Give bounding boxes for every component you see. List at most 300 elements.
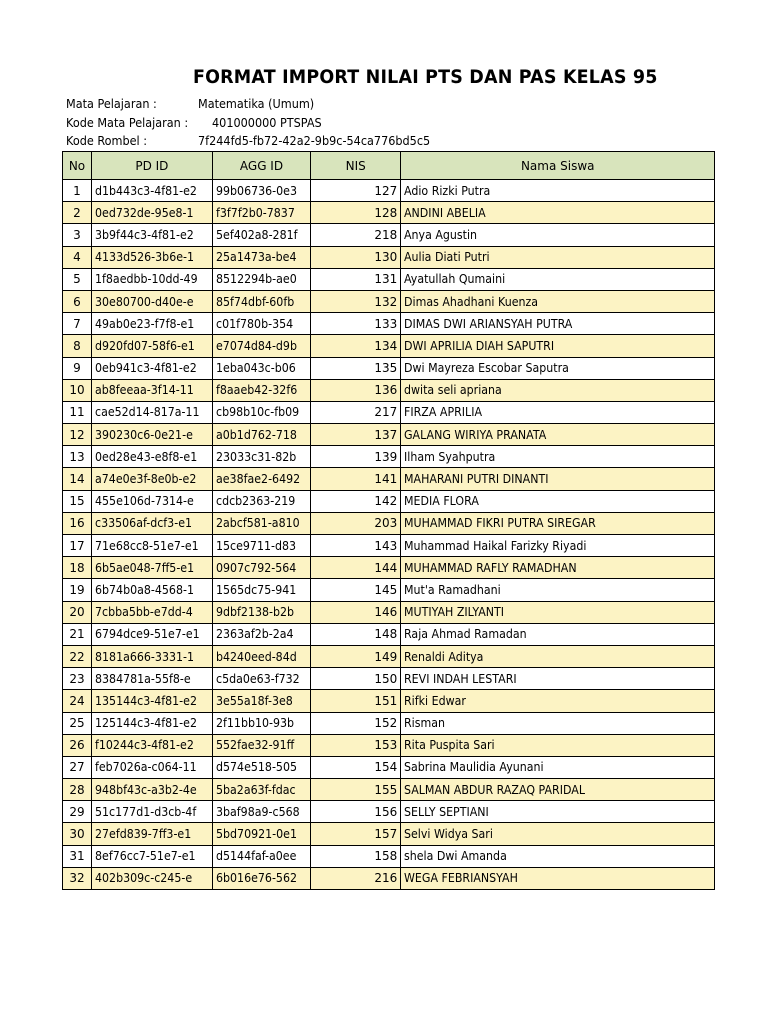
cell-pd-id-text: 402b309c-c245-e xyxy=(95,871,193,886)
cell-pd-id xyxy=(92,379,213,401)
cell-nama-siswa xyxy=(401,401,715,423)
cell-pd-id-text: 8181a666-3331-1 xyxy=(95,649,195,664)
cell-nis xyxy=(311,823,401,845)
cell-nis xyxy=(311,180,401,202)
table-row xyxy=(63,845,715,867)
cell-nis-text: 149 xyxy=(374,649,398,664)
cell-nis xyxy=(311,867,401,889)
cell-agg-id-text: 25a1473a-be4 xyxy=(215,250,297,265)
cell-agg-id-text: b4240eed-84d xyxy=(215,649,297,664)
cell-nama-siswa-text: Aulia Diati Putri xyxy=(404,250,490,265)
cell-pd-id xyxy=(92,180,213,202)
cell-pd-id-text: 0eb941c3-4f81-e2 xyxy=(95,361,197,376)
cell-nis-text: 216 xyxy=(374,871,398,886)
cell-nis xyxy=(311,468,401,490)
cell-pd-id-text: ab8feeaa-3f14-11 xyxy=(95,383,194,398)
cell-agg-id xyxy=(212,601,310,623)
cell-pd-id-text: 455e106d-7314-e xyxy=(95,494,194,509)
cell-no xyxy=(63,268,92,290)
cell-nama-siswa xyxy=(401,490,715,512)
cell-nis xyxy=(311,712,401,734)
cell-agg-id xyxy=(212,379,310,401)
cell-no-text: 22 xyxy=(69,649,85,664)
cell-nis xyxy=(311,401,401,423)
cell-nis-text: 132 xyxy=(374,294,398,309)
cell-nis xyxy=(311,756,401,778)
cell-nis xyxy=(311,623,401,645)
table-row xyxy=(63,690,715,712)
cell-agg-id xyxy=(212,779,310,801)
cell-pd-id xyxy=(92,468,213,490)
table-row xyxy=(63,512,715,534)
cell-nis-text: 141 xyxy=(374,472,398,487)
cell-no xyxy=(63,690,92,712)
cell-nis xyxy=(311,690,401,712)
cell-pd-id-text: 51c177d1-d3cb-4f xyxy=(95,804,197,819)
cell-nis xyxy=(311,335,401,357)
cell-agg-id xyxy=(212,823,310,845)
table-header-row xyxy=(63,152,715,180)
cell-agg-id-text: 552fae32-91ff xyxy=(215,738,294,753)
cell-agg-id xyxy=(212,290,310,312)
cell-agg-id xyxy=(212,180,310,202)
cell-no xyxy=(63,579,92,601)
cell-nama-siswa xyxy=(401,357,715,379)
cell-pd-id xyxy=(92,756,213,778)
table-row xyxy=(63,313,715,335)
cell-nis-text: 203 xyxy=(374,516,398,531)
cell-nama-siswa-text: Rita Puspita Sari xyxy=(404,738,495,753)
cell-no xyxy=(63,623,92,645)
cell-no xyxy=(63,512,92,534)
header-pd-id: PD ID xyxy=(92,152,213,180)
cell-nama-siswa xyxy=(401,779,715,801)
cell-nis xyxy=(311,379,401,401)
cell-no-text: 24 xyxy=(69,693,85,708)
cell-agg-id-text: 3baf98a9-c568 xyxy=(215,804,300,819)
cell-nama-siswa-text: REVI INDAH LESTARI xyxy=(404,671,517,686)
cell-agg-id-text: 5ba2a63f-fdac xyxy=(215,782,296,797)
cell-nama-siswa xyxy=(401,224,715,246)
cell-nama-siswa xyxy=(401,845,715,867)
table-row xyxy=(63,424,715,446)
cell-no xyxy=(63,246,92,268)
cell-agg-id-text: 15ce9711-d83 xyxy=(215,538,296,553)
cell-agg-id xyxy=(212,845,310,867)
cell-no-text: 25 xyxy=(69,716,85,731)
cell-no-text: 28 xyxy=(69,782,85,797)
cell-nama-siswa xyxy=(401,446,715,468)
cell-nama-siswa-text: Sabrina Maulidia Ayunani xyxy=(404,760,544,775)
cell-agg-id-text: cdcb2363-219 xyxy=(215,494,296,509)
cell-no xyxy=(63,557,92,579)
cell-agg-id-text: 5bd70921-0e1 xyxy=(215,827,297,842)
cell-no-text: 26 xyxy=(69,738,85,753)
cell-agg-id-text: 1565dc75-941 xyxy=(215,582,297,597)
table-row xyxy=(63,180,715,202)
cell-no-text: 21 xyxy=(69,627,85,642)
cell-agg-id xyxy=(212,202,310,224)
cell-pd-id xyxy=(92,823,213,845)
cell-nama-siswa xyxy=(401,180,715,202)
cell-nis-text: 153 xyxy=(374,738,398,753)
cell-pd-id xyxy=(92,668,213,690)
cell-no-text: 12 xyxy=(69,427,85,442)
cell-agg-id-text: 99b06736-0e3 xyxy=(215,183,297,198)
cell-nama-siswa xyxy=(401,313,715,335)
cell-pd-id-text: 0ed28e43-e8f8-e1 xyxy=(95,449,198,464)
cell-pd-id-text: c33506af-dcf3-e1 xyxy=(95,516,193,531)
cell-nis-text: 136 xyxy=(374,383,398,398)
table-row xyxy=(63,357,715,379)
cell-no xyxy=(63,446,92,468)
cell-nama-siswa xyxy=(401,601,715,623)
cell-pd-id-text: 27efd839-7ff3-e1 xyxy=(95,827,192,842)
table-row xyxy=(63,224,715,246)
cell-pd-id-text: 1f8aedbb-10dd-49 xyxy=(95,272,198,287)
cell-agg-id-text: 8512294b-ae0 xyxy=(215,272,297,287)
cell-nama-siswa-text: DWI APRILIA DIAH SAPUTRI xyxy=(404,338,555,353)
cell-nama-siswa xyxy=(401,579,715,601)
cell-nama-siswa xyxy=(401,734,715,756)
cell-nis xyxy=(311,645,401,667)
cell-agg-id-text: 1eba043c-b06 xyxy=(215,361,296,376)
cell-nama-siswa-text: MEDIA FLORA xyxy=(404,494,480,509)
cell-pd-id xyxy=(92,579,213,601)
header-nis: NIS xyxy=(311,152,401,180)
cell-agg-id-text: c01f780b-354 xyxy=(215,316,293,331)
cell-no xyxy=(63,801,92,823)
cell-pd-id xyxy=(92,867,213,889)
cell-pd-id xyxy=(92,779,213,801)
cell-no xyxy=(63,401,92,423)
cell-no-text: 9 xyxy=(73,361,81,376)
cell-nama-siswa-text: MUHAMMAD RAFLY RAMADHAN xyxy=(404,560,577,575)
cell-pd-id xyxy=(92,224,213,246)
cell-agg-id xyxy=(212,734,310,756)
cell-nama-siswa-text: DIMAS DWI ARIANSYAH PUTRA xyxy=(404,316,573,331)
cell-nama-siswa-text: SALMAN ABDUR RAZAQ PARIDAL xyxy=(404,782,586,797)
table-row xyxy=(63,335,715,357)
kode-mapel-value: 401000000 PTSPAS xyxy=(212,115,322,130)
cell-nis-text: 142 xyxy=(374,494,398,509)
cell-no-text: 3 xyxy=(73,227,81,242)
cell-nama-siswa-text: Mut'a Ramadhani xyxy=(404,582,501,597)
cell-nis xyxy=(311,490,401,512)
table-row xyxy=(63,490,715,512)
cell-no xyxy=(63,490,92,512)
mapel-label: Mata Pelajaran : xyxy=(66,96,157,111)
cell-agg-id xyxy=(212,801,310,823)
table-row xyxy=(63,202,715,224)
cell-no-text: 20 xyxy=(69,605,85,620)
mapel-value: Matematika (Umum) xyxy=(198,96,315,111)
cell-no-text: 4 xyxy=(73,250,81,265)
cell-no xyxy=(63,180,92,202)
kode-mapel-label: Kode Mata Pelajaran : xyxy=(66,115,189,130)
cell-nama-siswa xyxy=(401,512,715,534)
cell-pd-id xyxy=(92,512,213,534)
cell-nis-text: 127 xyxy=(374,183,398,198)
header-no: No xyxy=(63,152,92,180)
cell-no-text: 29 xyxy=(69,804,85,819)
cell-nis xyxy=(311,313,401,335)
cell-pd-id-text: 6794dce9-51e7-e1 xyxy=(95,627,200,642)
cell-agg-id-text: ae38fae2-6492 xyxy=(215,472,300,487)
cell-no-text: 32 xyxy=(69,871,85,886)
cell-nama-siswa-text: FIRZA APRILIA xyxy=(404,405,483,420)
table-row xyxy=(63,867,715,889)
cell-no xyxy=(63,379,92,401)
table-row xyxy=(63,379,715,401)
cell-agg-id-text: 2f11bb10-93b xyxy=(215,716,294,731)
cell-pd-id xyxy=(92,535,213,557)
cell-no-text: 31 xyxy=(69,849,85,864)
cell-agg-id-text: 6b016e76-562 xyxy=(215,871,297,886)
cell-nis-text: 152 xyxy=(374,716,398,731)
cell-nis-text: 155 xyxy=(374,782,398,797)
cell-nis-text: 151 xyxy=(374,693,398,708)
cell-nama-siswa xyxy=(401,645,715,667)
cell-nama-siswa xyxy=(401,335,715,357)
table-row xyxy=(63,601,715,623)
cell-pd-id-text: 6b5ae048-7ff5-e1 xyxy=(95,560,195,575)
cell-no-text: 16 xyxy=(69,516,85,531)
kode-rombel-label: Kode Rombel : xyxy=(66,133,148,148)
table-row xyxy=(63,623,715,645)
cell-no-text: 2 xyxy=(73,205,81,220)
cell-pd-id-text: a74e0e3f-8e0b-e2 xyxy=(95,472,197,487)
cell-nama-siswa-text: Rifki Edwar xyxy=(404,693,467,708)
cell-no xyxy=(63,823,92,845)
cell-nama-siswa-text: Ilham Syahputra xyxy=(404,449,496,464)
cell-pd-id-text: 3b9f44c3-4f81-e2 xyxy=(95,227,194,242)
cell-agg-id xyxy=(212,579,310,601)
cell-agg-id-text: d574e518-505 xyxy=(215,760,297,775)
cell-no-text: 5 xyxy=(73,272,81,287)
cell-agg-id-text: 3e55a18f-3e8 xyxy=(215,693,293,708)
cell-agg-id xyxy=(212,867,310,889)
cell-no xyxy=(63,601,92,623)
cell-nis-text: 131 xyxy=(374,272,398,287)
table-row xyxy=(63,290,715,312)
table-row xyxy=(63,823,715,845)
table-row xyxy=(63,579,715,601)
cell-pd-id-text: 125144c3-4f81-e2 xyxy=(95,716,197,731)
cell-agg-id-text: 2363af2b-2a4 xyxy=(215,627,294,642)
cell-no xyxy=(63,468,92,490)
cell-agg-id-text: d5144faf-a0ee xyxy=(215,849,297,864)
cell-agg-id xyxy=(212,512,310,534)
cell-pd-id xyxy=(92,557,213,579)
cell-nama-siswa-text: Anya Agustin xyxy=(404,227,478,242)
cell-pd-id-text: d920fd07-58f6-e1 xyxy=(95,338,195,353)
cell-nis-text: 158 xyxy=(374,849,398,864)
cell-nis xyxy=(311,268,401,290)
cell-nama-siswa xyxy=(401,801,715,823)
cell-nama-siswa xyxy=(401,823,715,845)
cell-nis-text: 144 xyxy=(374,560,398,575)
cell-no-text: 10 xyxy=(69,383,85,398)
cell-pd-id-text: 390230c6-0e21-e xyxy=(95,427,193,442)
cell-pd-id-text: 4133d526-3b6e-1 xyxy=(95,250,195,265)
cell-no-text: 7 xyxy=(73,316,81,331)
cell-agg-id xyxy=(212,645,310,667)
cell-pd-id-text: cae52d14-817a-11 xyxy=(95,405,200,420)
cell-nama-siswa-text: Dimas Ahadhani Kuenza xyxy=(404,294,539,309)
cell-nis-text: 150 xyxy=(374,671,398,686)
cell-no-text: 27 xyxy=(69,760,85,775)
cell-nama-siswa xyxy=(401,202,715,224)
cell-agg-id-text: cb98b10c-fb09 xyxy=(215,405,299,420)
cell-nis-text: 218 xyxy=(374,227,398,242)
cell-pd-id xyxy=(92,601,213,623)
cell-nama-siswa xyxy=(401,268,715,290)
cell-nis-text: 156 xyxy=(374,804,398,819)
cell-nama-siswa xyxy=(401,712,715,734)
cell-nama-siswa xyxy=(401,290,715,312)
table-row xyxy=(63,468,715,490)
cell-nis-text: 139 xyxy=(374,449,398,464)
cell-no xyxy=(63,845,92,867)
cell-no xyxy=(63,224,92,246)
cell-no xyxy=(63,313,92,335)
cell-agg-id xyxy=(212,357,310,379)
cell-no xyxy=(63,535,92,557)
cell-nis-text: 157 xyxy=(374,827,398,842)
table-row xyxy=(63,557,715,579)
cell-pd-id xyxy=(92,290,213,312)
cell-no xyxy=(63,290,92,312)
cell-agg-id xyxy=(212,690,310,712)
cell-pd-id xyxy=(92,712,213,734)
cell-agg-id-text: 23033c31-82b xyxy=(215,449,297,464)
cell-agg-id-text: 0907c792-564 xyxy=(215,560,297,575)
cell-nis xyxy=(311,557,401,579)
cell-pd-id-text: 948bf43c-a3b2-4e xyxy=(95,782,197,797)
table-row xyxy=(63,712,715,734)
cell-agg-id-text: 85f74dbf-60fb xyxy=(215,294,294,309)
cell-pd-id-text: 6b74b0a8-4568-1 xyxy=(95,582,195,597)
cell-agg-id xyxy=(212,224,310,246)
cell-agg-id xyxy=(212,246,310,268)
cell-agg-id xyxy=(212,313,310,335)
cell-pd-id-text: 8384781a-55f8-e xyxy=(95,671,191,686)
cell-nis xyxy=(311,357,401,379)
cell-nis xyxy=(311,512,401,534)
table-row xyxy=(63,668,715,690)
cell-no-text: 30 xyxy=(69,827,85,842)
cell-nis-text: 146 xyxy=(374,605,398,620)
cell-pd-id xyxy=(92,246,213,268)
table-row xyxy=(63,401,715,423)
cell-nama-siswa-text: Adio Rizki Putra xyxy=(404,183,491,198)
cell-no-text: 6 xyxy=(73,294,81,309)
cell-nis xyxy=(311,579,401,601)
cell-nama-siswa xyxy=(401,867,715,889)
cell-no-text: 15 xyxy=(69,494,85,509)
cell-no xyxy=(63,779,92,801)
cell-nis-text: 137 xyxy=(374,427,398,442)
cell-nama-siswa-text: SELLY SEPTIANI xyxy=(404,804,490,819)
cell-agg-id xyxy=(212,468,310,490)
cell-nis xyxy=(311,845,401,867)
cell-nama-siswa-text: GALANG WIRIYA PRANATA xyxy=(404,427,547,442)
cell-agg-id xyxy=(212,623,310,645)
cell-agg-id-text: f8aaeb42-32f6 xyxy=(215,383,297,398)
cell-nis-text: 154 xyxy=(374,760,398,775)
table-row xyxy=(63,756,715,778)
cell-nama-siswa-text: ANDINI ABELIA xyxy=(404,205,486,220)
header-agg-id: AGG ID xyxy=(212,152,310,180)
cell-pd-id xyxy=(92,645,213,667)
cell-nis-text: 143 xyxy=(374,538,398,553)
cell-agg-id-text: f3f7f2b0-7837 xyxy=(215,205,295,220)
cell-no-text: 13 xyxy=(69,449,85,464)
cell-nis-text: 145 xyxy=(374,582,398,597)
cell-pd-id xyxy=(92,690,213,712)
cell-no-text: 14 xyxy=(69,472,85,487)
cell-no-text: 1 xyxy=(73,183,81,198)
cell-agg-id xyxy=(212,756,310,778)
cell-nis-text: 135 xyxy=(374,361,398,376)
cell-no-text: 19 xyxy=(69,582,85,597)
cell-pd-id xyxy=(92,424,213,446)
cell-nama-siswa xyxy=(401,557,715,579)
table-row xyxy=(63,779,715,801)
cell-no xyxy=(63,424,92,446)
cell-agg-id-text: c5da0e63-f732 xyxy=(215,671,300,686)
cell-no xyxy=(63,668,92,690)
cell-nis xyxy=(311,801,401,823)
cell-no xyxy=(63,712,92,734)
student-table xyxy=(62,151,715,890)
cell-nama-siswa-text: shela Dwi Amanda xyxy=(404,849,508,864)
cell-nama-siswa xyxy=(401,379,715,401)
cell-pd-id xyxy=(92,335,213,357)
cell-pd-id-text: 49ab0e23-f7f8-e1 xyxy=(95,316,195,331)
cell-pd-id xyxy=(92,801,213,823)
cell-nama-siswa-text: MAHARANI PUTRI DINANTI xyxy=(404,472,549,487)
table-row xyxy=(63,535,715,557)
cell-pd-id xyxy=(92,845,213,867)
cell-no xyxy=(63,734,92,756)
cell-pd-id xyxy=(92,357,213,379)
cell-pd-id-text: 30e80700-d40e-e xyxy=(95,294,194,309)
cell-agg-id-text: e7074d84-d9b xyxy=(215,338,297,353)
cell-no xyxy=(63,756,92,778)
cell-pd-id xyxy=(92,446,213,468)
cell-pd-id-text: feb7026a-c064-11 xyxy=(95,760,197,775)
cell-nis xyxy=(311,446,401,468)
cell-agg-id xyxy=(212,268,310,290)
cell-agg-id xyxy=(212,424,310,446)
table-row xyxy=(63,268,715,290)
cell-nama-siswa-text: Ayatullah Qumaini xyxy=(404,272,506,287)
cell-agg-id xyxy=(212,446,310,468)
cell-nama-siswa-text: dwita seli apriana xyxy=(404,383,503,398)
cell-agg-id xyxy=(212,712,310,734)
cell-pd-id xyxy=(92,734,213,756)
cell-agg-id-text: 2abcf581-a810 xyxy=(215,516,300,531)
cell-nis xyxy=(311,779,401,801)
cell-nis xyxy=(311,246,401,268)
cell-nama-siswa-text: Selvi Widya Sari xyxy=(404,827,494,842)
cell-no-text: 23 xyxy=(69,671,85,686)
cell-pd-id xyxy=(92,401,213,423)
cell-pd-id xyxy=(92,268,213,290)
cell-no-text: 18 xyxy=(69,560,85,575)
